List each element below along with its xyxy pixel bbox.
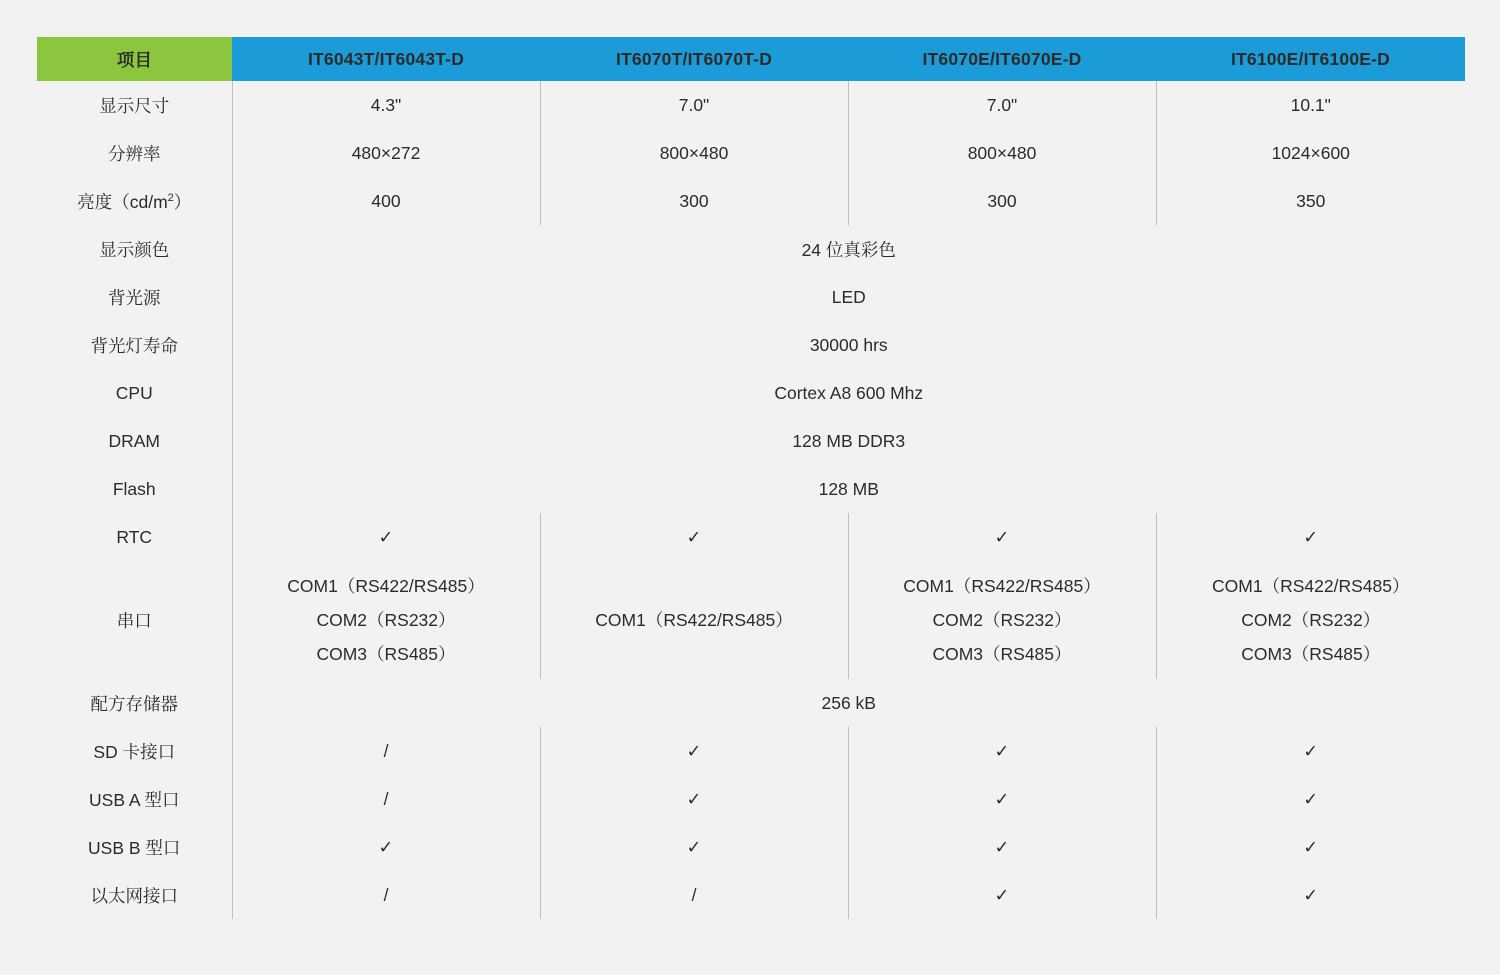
row-label: 背光灯寿命 bbox=[90, 335, 178, 356]
row-value-cell bbox=[232, 561, 540, 679]
serial-port-line: COM2（RS232） bbox=[932, 610, 1072, 630]
table-row bbox=[37, 129, 1465, 177]
table-row bbox=[37, 465, 1465, 513]
row-value-cell: ✓ bbox=[1156, 775, 1465, 823]
row-value-cell: ✓ bbox=[232, 823, 540, 871]
row-value-cell: ✓ bbox=[1156, 823, 1465, 871]
row-value-cell: ✓ bbox=[848, 727, 1156, 775]
row-value-cell: / bbox=[232, 775, 540, 823]
header-cell-model-4: IT6100E/IT6100E-D bbox=[1156, 37, 1465, 81]
row-value-cell: ✓ bbox=[540, 513, 848, 561]
row-value-cell: 1024×600 bbox=[1156, 129, 1465, 177]
table-row bbox=[37, 225, 1465, 273]
row-value-cell: 300 bbox=[848, 177, 1156, 225]
row-value-cell: ✓ bbox=[232, 513, 540, 561]
row-value-cell: 300 bbox=[540, 177, 848, 225]
header-row bbox=[37, 37, 1465, 81]
table-header bbox=[37, 37, 1465, 81]
row-value-merged: 24 位真彩色 bbox=[232, 225, 1465, 273]
table-row bbox=[37, 775, 1465, 823]
row-value-cell: ✓ bbox=[848, 871, 1156, 919]
row-label: DRAM bbox=[108, 430, 161, 451]
header-cell-model-2: IT6070T/IT6070T-D bbox=[540, 37, 848, 81]
header-cell-model-1: IT6043T/IT6043T-D bbox=[232, 37, 540, 81]
row-label: CPU bbox=[115, 382, 153, 403]
row-value-merged: 128 MB DDR3 bbox=[232, 417, 1465, 465]
row-value-cell: 10.1" bbox=[1156, 81, 1465, 129]
row-value-cell: ✓ bbox=[1156, 727, 1465, 775]
row-label: 背光源 bbox=[108, 287, 161, 308]
table-row bbox=[37, 273, 1465, 321]
table-row bbox=[37, 679, 1465, 727]
table-row bbox=[37, 417, 1465, 465]
row-label: RTC bbox=[116, 526, 153, 547]
row-value-cell: ✓ bbox=[848, 513, 1156, 561]
row-value-merged: 30000 hrs bbox=[232, 321, 1465, 369]
table-row bbox=[37, 871, 1465, 919]
table-row bbox=[37, 823, 1465, 871]
row-value-cell: / bbox=[232, 871, 540, 919]
row-value-cell: 7.0" bbox=[848, 81, 1156, 129]
row-value-cell: 350 bbox=[1156, 177, 1465, 225]
serial-port-line: COM3（RS485） bbox=[316, 644, 456, 664]
row-label: 显示尺寸 bbox=[99, 95, 170, 116]
row-value-merged: 128 MB bbox=[232, 465, 1465, 513]
table-row bbox=[37, 369, 1465, 417]
header-cell-item: 项目 bbox=[37, 37, 232, 81]
serial-port-line: COM1（RS422/RS485） bbox=[1212, 576, 1410, 596]
table-row bbox=[37, 177, 1465, 225]
row-label: USB B 型口 bbox=[88, 837, 181, 858]
table-row bbox=[37, 513, 1465, 561]
row-value-cell: 480×272 bbox=[232, 129, 540, 177]
row-label: 分辨率 bbox=[108, 143, 161, 164]
row-value-cell: 7.0" bbox=[540, 81, 848, 129]
header-cell-model-3: IT6070E/IT6070E-D bbox=[848, 37, 1156, 81]
row-label: 以太网接口 bbox=[90, 885, 178, 906]
row-value-cell: 4.3" bbox=[232, 81, 540, 129]
row-value-cell bbox=[1156, 561, 1465, 679]
row-value-cell: ✓ bbox=[848, 823, 1156, 871]
serial-port-line: COM3（RS485） bbox=[932, 644, 1072, 664]
row-value-merged: LED bbox=[232, 273, 1465, 321]
row-value-cell: ✓ bbox=[540, 727, 848, 775]
row-value-cell: ✓ bbox=[1156, 871, 1465, 919]
row-value-cell: 400 bbox=[232, 177, 540, 225]
spec-table-container bbox=[37, 37, 1465, 919]
row-label: 亮度$(cd/m^2)$ bbox=[77, 191, 192, 212]
table-body bbox=[37, 81, 1465, 919]
row-value-cell: 800×480 bbox=[540, 129, 848, 177]
row-value-merged: 256 kB bbox=[232, 679, 1465, 727]
row-label: USB A 型口 bbox=[89, 789, 180, 810]
row-label: SD 卡接口 bbox=[93, 741, 176, 762]
row-value-cell: ✓ bbox=[540, 775, 848, 823]
table-row bbox=[37, 321, 1465, 369]
row-label: 显示颜色 bbox=[99, 239, 170, 260]
serial-port-line: COM2（RS232） bbox=[1241, 610, 1381, 630]
table-row bbox=[37, 561, 1465, 679]
row-value-merged: Cortex A8 600 Mhz bbox=[232, 369, 1465, 417]
row-value-cell: ✓ bbox=[540, 823, 848, 871]
row-value-cell bbox=[848, 561, 1156, 679]
row-label: 串口 bbox=[116, 610, 152, 631]
serial-port-line: COM1（RS422/RS485） bbox=[595, 610, 793, 630]
product-spec-table bbox=[37, 37, 1465, 919]
serial-port-line: COM1（RS422/RS485） bbox=[903, 576, 1101, 596]
serial-port-line: COM3（RS485） bbox=[1241, 644, 1381, 664]
serial-port-line: COM2（RS232） bbox=[316, 610, 456, 630]
serial-port-line: COM1（RS422/RS485） bbox=[287, 576, 485, 596]
row-label: 配方存储器 bbox=[90, 693, 178, 714]
table-row bbox=[37, 727, 1465, 775]
row-value-cell bbox=[540, 561, 848, 679]
table-row bbox=[37, 81, 1465, 129]
row-value-cell: 800×480 bbox=[848, 129, 1156, 177]
row-value-cell: ✓ bbox=[1156, 513, 1465, 561]
row-label: Flash bbox=[112, 478, 156, 499]
row-value-cell: / bbox=[232, 727, 540, 775]
row-value-cell: ✓ bbox=[848, 775, 1156, 823]
row-value-cell: / bbox=[540, 871, 848, 919]
